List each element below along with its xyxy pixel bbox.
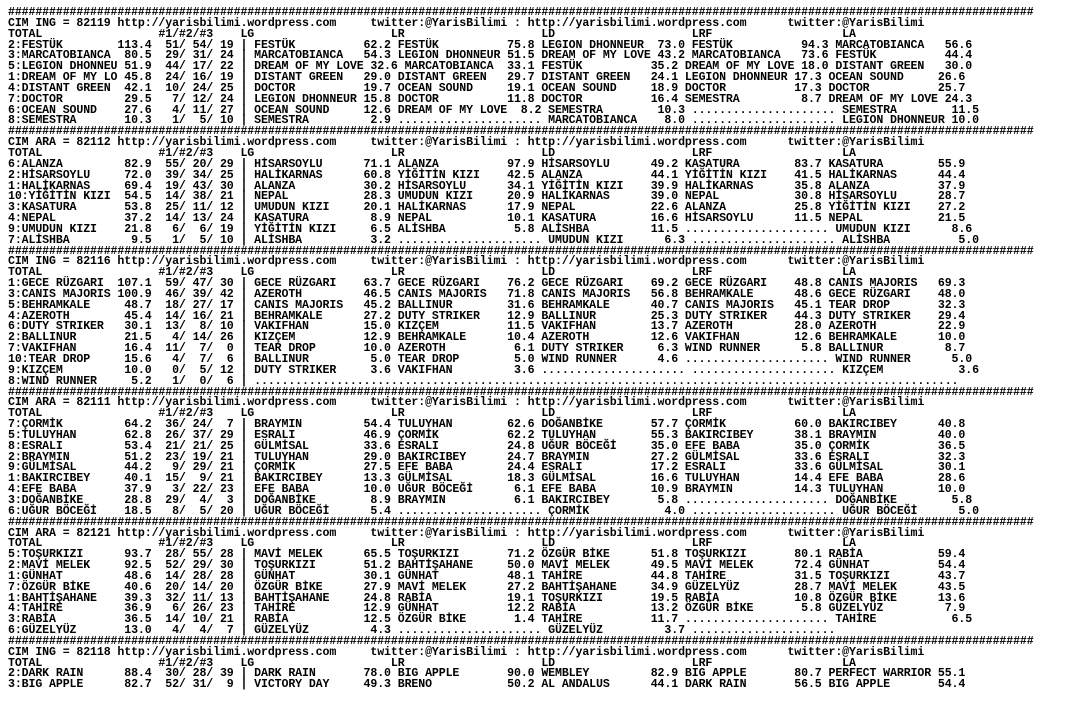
column-header-line: TOTAL #1/#2/#3 LG LR LD LRF LA xyxy=(8,27,856,41)
horse-row-line: 8:WIND RUNNER 5.2 1/ 0/ 6 | ....................................................................................................... xyxy=(8,374,959,388)
column-header-line: TOTAL #1/#2/#3 LG LR LD LRF LA xyxy=(8,407,856,421)
horse-row-line: 7:ÇORMİK 64.2 36/ 24/ 7 | BRAYMIN 54.4 TULUYHAN 62.6 DOĞANBİKE 57.7 ÇORMİK 60.0 BAKIRCIBEY 40.8 xyxy=(8,418,966,432)
horse-row-line: 1:GECE RÜZGARI 107.1 59/ 47/ 30 | GECE RÜZGARI 63.7 GECE RÜZGARI 76.2 GECE RÜZGARI 69.2 GECE RÜZGARI 48.8 CANIS MAJORIS 69.3 xyxy=(8,277,966,291)
horse-row-line: 5:TOŞURKIZI 93.7 28/ 55/ 28 | MAVİ MELEK 65.5 TOŞURKIZI 71.2 ÖZGÜR BİKE 51.8 TOŞURKIZI 80.1 RABİA 59.4 xyxy=(8,548,966,562)
horse-row-line: 4:EFE BABA 37.9 3/ 22/ 23 | EFE BABA 10.0 UĞUR BÖCEĞİ 6.1 EFE BABA 10.9 BRAYMIN 14.3 TULUYHAN 10.0 xyxy=(8,483,966,497)
horse-row-line: 8:SEMESTRA 10.3 1/ 5/ 10 | SEMESTRA 2.9 ..................... MARCATOBIANCA 8.0 ..................... LEGION DHONNEUR 10.0 xyxy=(8,114,979,128)
horse-row-line: 5:LEGION DHONNEU 51.9 44/ 17/ 22 | DREAM OF MY LOVE 32.6 MARCATOBIANCA 33.1 FESTÜK 35.2 DREAM OF MY LOVE 18.0 DISTANT GREEN 30.0 xyxy=(8,60,973,74)
horse-row-line: 1:GÜNHAT 48.6 14/ 28/ 28 | GÜNHAT 30.1 GÜNHAT 48.1 TAHİRE 44.8 TAHİRE 31.5 TOŞURKIZI 43.7 xyxy=(8,569,966,583)
horse-row-line: 3:BIG APPLE 82.7 52/ 31/ 9 | VICTORY DAY 49.3 BRENO 50.2 AL ANDALUS 44.1 DARK RAIN 56.5 BIG APPLE 54.4 xyxy=(8,678,966,692)
horse-row-line: 1:DREAM OF MY LO 45.8 24/ 16/ 19 | DISTANT GREEN 29.0 DISTANT GREEN 29.7 DISTANT GREEN 24.1 LEGION DHONNEUR 17.3 OCEAN SOUND 26.6 xyxy=(8,71,966,85)
race-header-line: CIM ING = 82116 http://yarisbilimi.wordpress.com twitter:@YarisBilimi : http://yarisbilimi.wordpress.com twitter:@YarisBilimi xyxy=(8,255,925,269)
horse-row-line: 4:AZEROTH 45.4 14/ 16/ 21 | BEHRAMKALE 27.2 DUTY STRIKER 12.9 BALLINUR 25.3 DUTY STRIKER 44.3 DUTY STRIKER 29.4 xyxy=(8,309,966,323)
horse-row-line: 9:GÜLMİSAL 44.2 9/ 29/ 21 | ÇORMİK 27.5 EFE BABA 24.4 ESRALI 17.2 ESRALI 33.6 GÜLMİSAL 30.1 xyxy=(8,461,966,475)
horse-row-line: 9:KIZÇEM 10.0 0/ 5/ 12 | DUTY STRIKER 3.6 VAKIFHAN 3.6 ..................... ..................... KIZÇEM 3.6 xyxy=(8,363,979,377)
horse-row-line: 3:KASATURA 53.8 25/ 11/ 12 | UMUDUN KIZI 20.1 HALİKARNAS 17.9 NEPAL 22.6 ALANZA 25.8 YİĞİTİN KIZI 27.2 xyxy=(8,201,966,215)
horse-row-line: 5:TULUYHAN 62.8 26/ 37/ 29 | ESRALI 46.9 ÇORMİK 62.2 TULUYHAN 55.3 BAKIRCIBEY 38.1 BRAYMIN 40.0 xyxy=(8,428,966,442)
separator-line: ###################################################################################################################################################### xyxy=(8,634,1034,648)
horse-row-line: 6:OCEAN SOUND 27.6 4/ 11/ 27 | OCEAN SOUND 12.6 DREAM OF MY LOVE 8.2 SEMESTRA 10.3 ..................... SEMESTRA 11.5 xyxy=(8,103,979,117)
race-header-line: CIM ARA = 82121 http://yarisbilimi.wordpress.com twitter:@YarisBilimi : http://yarisbilimi.wordpress.com twitter:@YarisBilimi xyxy=(8,526,925,540)
horse-row-line: 2:BALLINUR 21.5 4/ 14/ 26 | KIZÇEM 12.9 BEHRAMKALE 10.4 AZEROTH 12.6 VAKIFHAN 12.6 BEHRAMKALE 10.0 xyxy=(8,331,966,345)
race-header-line: CIM ARA = 82111 http://yarisbilimi.wordpress.com twitter:@YarisBilimi : http://yarisbilimi.wordpress.com twitter:@YarisBilimi xyxy=(8,396,925,410)
horse-row-line: 2:DARK RAIN 88.4 30/ 28/ 39 | DARK RAIN 78.0 BIG APPLE 90.0 WEMBLEY 82.9 BIG APPLE 80.7 PERFECT WARRIOR 55.1 xyxy=(8,667,966,681)
column-header-line: TOTAL #1/#2/#3 LG LR LD LRF LA xyxy=(8,266,856,280)
race-header-line: CIM ING = 82118 http://yarisbilimi.wordpress.com twitter:@YarisBilimi : http://yarisbilimi.wordpress.com twitter:@YarisBilimi xyxy=(8,645,925,659)
horse-row-line: 6:DUTY STRIKER 30.1 13/ 8/ 10 | VAKIFHAN 15.0 KIZÇEM 11.5 VAKIFHAN 13.7 AZEROTH 28.0 AZEROTH 22.9 xyxy=(8,320,966,334)
horse-row-line: 10:YİĞİTİN KIZI 54.5 14/ 38/ 21 | NEPAL 28.3 UMUDUN KIZI 20.9 HALİKARNAS 39.0 NEPAL 30.8 HİSARSOYLU 28.7 xyxy=(8,190,966,204)
separator-line: ###################################################################################################################################################### xyxy=(8,385,1034,399)
horse-row-line: 3:RABİA 36.5 14/ 10/ 21 | RABİA 12.5 ÖZGÜR BİKE 1.4 TAHİRE 11.7 ..................... TAHİRE 6.5 xyxy=(8,613,973,627)
horse-row-line: 4:TAHİRE 36.9 6/ 26/ 23 | TAHİRE 12.9 GÜNHAT 12.2 RABİA 13.2 ÖZGÜR BİKE 5.8 GÜZELYÜZ 7.9 xyxy=(8,602,966,616)
horse-row-line: 7:DOCTOR 29.5 7/ 12/ 24 | LEGION DHONNEUR 15.8 DOCTOR 11.8 DOCTOR 16.4 SEMESTRA 8.7 DREAM OF MY LOVE 24.3 xyxy=(8,92,973,106)
race-header-line: CIM ARA = 82112 http://yarisbilimi.wordpress.com twitter:@YarisBilimi : http://yarisbilimi.wordpress.com twitter:@YarisBilimi xyxy=(8,136,925,150)
horse-row-line: 4:DISTANT GREEN 42.1 10/ 24/ 25 | DOCTOR 19.7 OCEAN SOUND 19.1 OCEAN SOUND 18.9 DOCTOR 17.3 DOCTOR 25.7 xyxy=(8,81,966,95)
horse-row-line: 9:UMUDUN KIZI 21.8 6/ 6/ 19 | YİĞİTİN KIZI 6.5 ALİSHBA 5.8 ALİSHBA 11.5 ..................... UMUDUN KIZI 8.6 xyxy=(8,222,973,236)
horse-row-line: 4:NEPAL 37.2 14/ 13/ 24 | KASATURA 8.9 NEPAL 10.1 KASATURA 16.6 HİSARSOYLU 11.5 NEPAL 21.5 xyxy=(8,212,966,226)
separator-line: ###################################################################################################################################################### xyxy=(8,244,1034,258)
horse-row-line: 3:MARCATOBIANCA 80.5 29/ 31/ 24 | MARCATOBIANCA 54.3 LEGION DHONNEUR 51.5 DREAM OF MY LOVE 43.2 MARCATOBIANCA 73.6 FESTÜK 44.4 xyxy=(8,49,973,63)
horse-row-line: 10:TEAR DROP 15.6 4/ 7/ 6 | BALLINUR 5.0 TEAR DROP 5.0 WIND RUNNER 4.6 ..................... WIND RUNNER 5.0 xyxy=(8,353,973,366)
race-header-line: CIM ING = 82119 http://yarisbilimi.wordpress.com twitter:@YarisBilimi : http://yarisbilimi.wordpress.com twitter:@YarisBilimi xyxy=(8,16,925,30)
horse-row-line: 7:ÖZGÜR BİKE 40.6 20/ 14/ 20 | ÖZGÜR BİKE 27.9 MAVİ MELEK 27.2 BAHTİŞAHANE 34.9 GÜZELYÜZ 28.7 MAVİ MELEK 43.5 xyxy=(8,580,966,594)
horse-row-line: 6:ALANZA 82.9 55/ 20/ 29 | HİSARSOYLU 71.1 ALANZA 97.9 HİSARSOYLU 49.2 KASATURA 83.7 KASATURA 55.9 xyxy=(8,157,966,171)
horse-row-line: 8:ESRALI 53.4 21/ 21/ 25 | GÜLMİSAL 33.6 ESRALI 24.8 UĞUR BÖCEĞİ 35.0 EFE BABA 35.0 ÇORMİK 36.5 xyxy=(8,439,966,453)
horse-row-line: 1:HALİKARNAS 69.4 19/ 43/ 30 | ALANZA 30.2 HİSARSOYLU 34.1 YİĞİTİN KIZI 39.9 HALİKARNAS 35.8 ALANZA 37.9 xyxy=(8,179,966,193)
horse-row-line: 1:BAHTİŞAHANE 39.3 32/ 11/ 13 | BAHTİŞAHANE 24.8 RABİA 19.1 TOŞURKIZI 19.5 RABİA 10.8 ÖZGÜR BİKE 13.6 xyxy=(8,591,966,605)
separator-line: ###################################################################################################################################################### xyxy=(8,6,1034,19)
horse-row-line: 6:GÜZELYÜZ 13.0 4/ 4/ 7 | GÜZELYÜZ 4.3 ..................... GÜZELYÜZ 3.7 ..................... xyxy=(8,624,836,638)
horse-row-line: 1:BAKIRCIBEY 40.1 15/ 9/ 21 | BAKIRCIBEY 13.3 GÜLMİSAL 18.3 GÜLMİSAL 16.6 TULUYHAN 14.4 EFE BABA 28.6 xyxy=(8,472,966,486)
column-header-line: TOTAL #1/#2/#3 LG LR LD LRF LA xyxy=(8,146,856,160)
horse-row-line: 6:UĞUR BÖCEĞİ 18.5 8/ 5/ 20 | UĞUR BÖCEĞİ 5.4 ..................... ÇORMİK 4.0 ..................... UĞUR BÖCEĞİ 5.0 xyxy=(8,504,979,518)
horse-row-line: 2:FESTÜK 113.4 51/ 54/ 19 | FESTÜK 62.2 FESTÜK 75.8 LEGION DHONNEUR 73.0 FESTÜK 94.3 MARCATOBIANCA 56.6 xyxy=(8,38,973,52)
horse-row-line: 7:VAKIFHAN 16.4 11/ 7/ 0 | TEAR DROP 10.0 AZEROTH 6.1 DUTY STRIKER 6.3 WIND RUNNER 5.8 BALLINUR 8.7 xyxy=(8,342,966,356)
horse-row-line: 2:MAVİ MELEK 92.5 52/ 29/ 30 | TOŞURKIZI 51.2 BAHTİŞAHANE 50.0 MAVİ MELEK 49.5 MAVİ MELEK 72.4 GÜNHAT 54.4 xyxy=(8,559,966,573)
column-header-line: TOTAL #1/#2/#3 LG LR LD LRF LA xyxy=(8,537,856,551)
race-stats-text xyxy=(8,8,1077,691)
horse-row-line: 3:CANIS MAJORIS 100.9 46/ 39/ 42 | AZEROTH 46.5 CANIS MAJORIS 71.8 CANIS MAJORIS 56.8 BEHRAMKALE 48.6 GECE RÜZGARI 48.0 xyxy=(8,287,966,301)
separator-line: ###################################################################################################################################################### xyxy=(8,515,1034,529)
horse-row-line: 3:DOĞANBİKE 28.8 29/ 4/ 3 | DOĞANBİKE 8.9 BRAYMIN 6.1 BAKIRCIBEY 5.8 ..................... DOĞANBİKE 5.8 xyxy=(8,493,973,507)
horse-row-line: 2:HİSARSOYLU 72.0 39/ 34/ 25 | HALİKARNAS 60.8 YİĞİTİN KIZI 42.5 ALANZA 44.1 YİĞİTİN KIZI 41.5 HALİKARNAS 44.4 xyxy=(8,168,966,182)
horse-row-line: 7:ALİSHBA 9.5 1/ 5/ 10 | ALİSHBA 3.2 ..................... UMUDUN KIZI 6.3 ..................... ALİSHBA 5.0 xyxy=(8,233,979,247)
separator-line: ###################################################################################################################################################### xyxy=(8,125,1034,139)
horse-row-line: 5:BEHRAMKALE 48.7 18/ 27/ 17 | CANIS MAJORIS 45.2 BALLINUR 31.6 BEHRAMKALE 40.7 CANIS MAJORIS 45.1 TEAR DROP 32.3 xyxy=(8,298,966,312)
horse-row-line: 2:BRAYMIN 51.2 23/ 19/ 21 | TULUYHAN 29.0 BAKIRCIBEY 24.7 BRAYMIN 27.2 GÜLMİSAL 33.6 ESRALI 32.3 xyxy=(8,450,966,464)
column-header-line: TOTAL #1/#2/#3 LG LR LD LRF LA xyxy=(8,656,856,670)
